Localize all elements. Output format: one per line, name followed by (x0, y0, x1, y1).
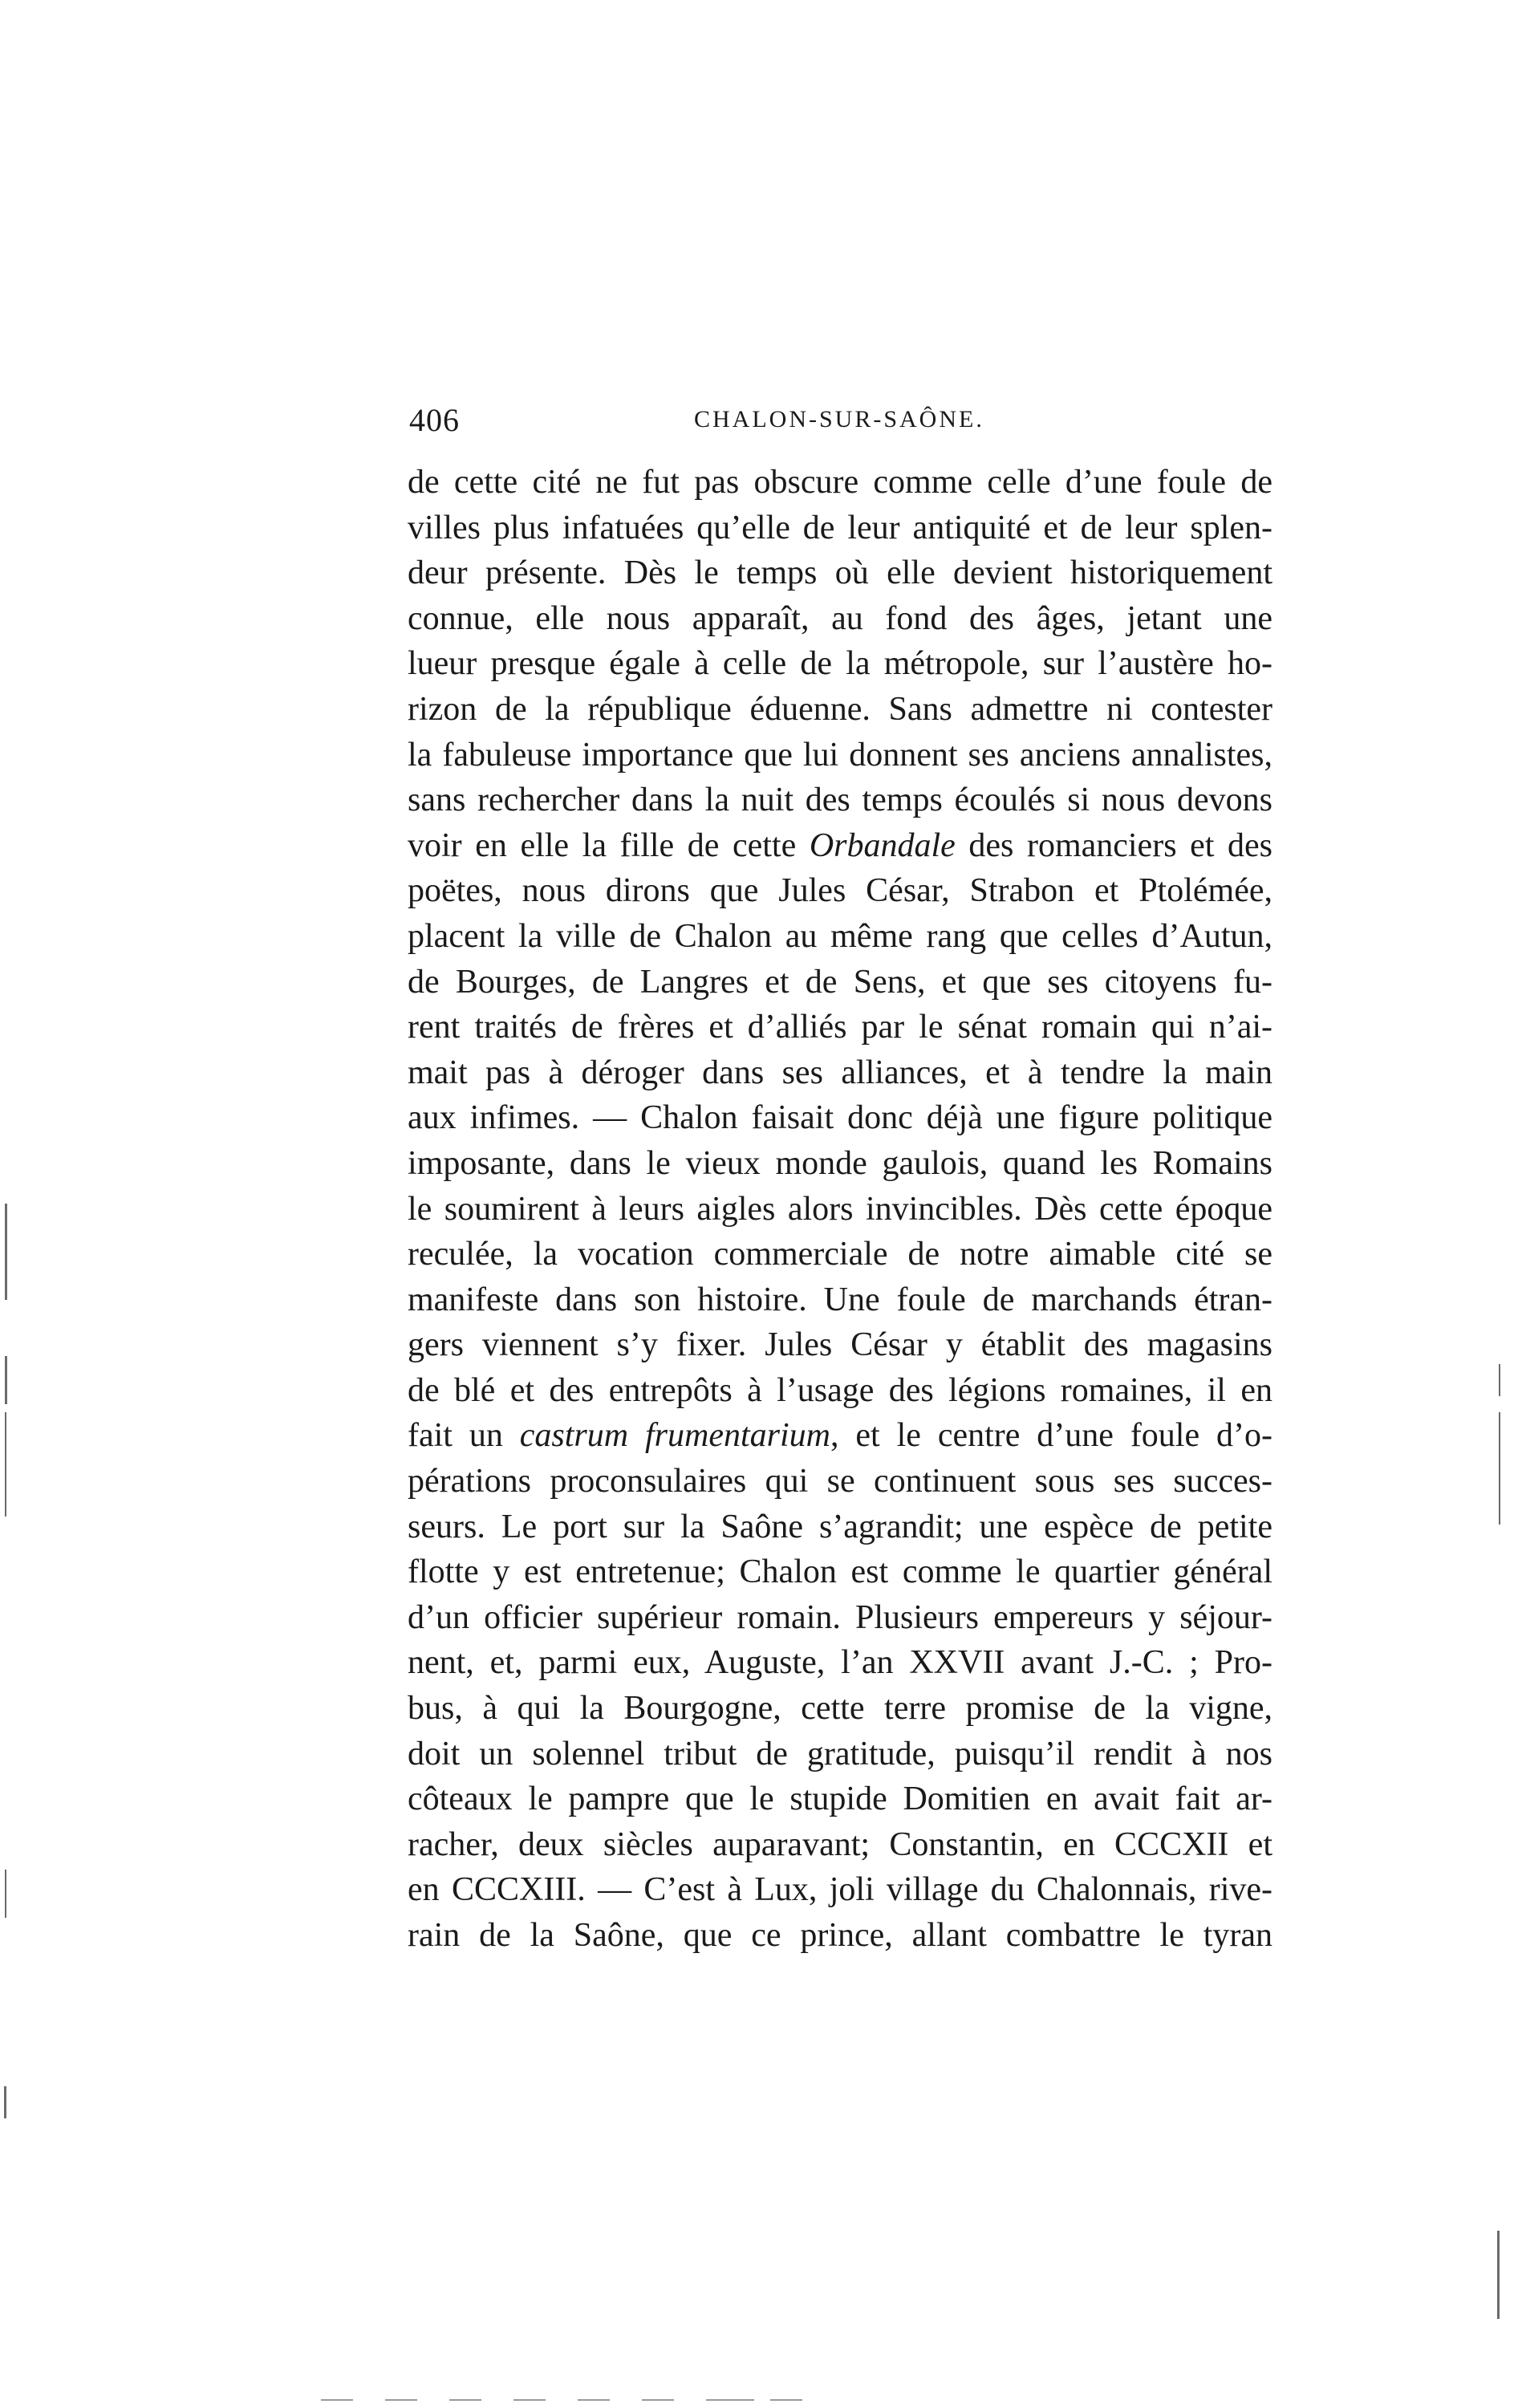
running-title: CHALON-SUR-SAÔNE. (694, 406, 984, 432)
italic-term: castrum frumentarium (519, 1417, 830, 1455)
text-line: flotte y est entretenue; Chalon est comme le quartier général (408, 1553, 1272, 1591)
scan-margin-mark (5, 1870, 6, 1918)
text-line: racher, deux siècles auparavant; Constantin, en CCCXII et (408, 1825, 1272, 1863)
text-line: mait pas à déroger dans ses alliances, et à tendre la main (408, 1054, 1272, 1091)
scan-edge-dash (642, 2399, 674, 2401)
scan-margin-mark (1497, 2231, 1500, 2319)
text-line: imposante, dans le vieux monde gaulois, quand les Romains (408, 1144, 1272, 1182)
scan-margin-mark (5, 1356, 7, 1404)
scan-edge-dash (770, 2399, 802, 2401)
scan-edge-dash (321, 2399, 353, 2401)
text-line: le soumirent à leurs aigles alors invincibles. Dès cette époque (408, 1190, 1272, 1228)
text-line: deur présente. Dès le temps où elle devient historiquement (408, 554, 1272, 592)
page-header (409, 401, 1276, 449)
text-line: rent traités de frères et d’alliés par le sénat romain qui n’ai- (408, 1009, 1272, 1046)
scan-margin-mark (4, 2086, 6, 2118)
text-line: fait un castrum frumentarium, et le centre d’une foule d’o- (408, 1417, 1272, 1455)
text-line: voir en elle la fille de cette Orbandale des romanciers et des (408, 826, 1272, 864)
body-text (408, 460, 1272, 1959)
text-line: d’un officier supérieur romain. Plusieurs empereurs y séjour- (408, 1598, 1272, 1636)
text-line: de blé et des entrepôts à l’usage des légions romaines, il en (408, 1371, 1272, 1409)
text-line: de Bourges, de Langres et de Sens, et que ses citoyens fu- (408, 963, 1272, 1001)
text-line: doit un solennel tribut de gratitude, puisqu’il rendit à nos (408, 1735, 1272, 1772)
text-line: seurs. Le port sur la Saône s’agrandit; une espèce de petite (408, 1508, 1272, 1545)
text-line: la fabuleuse importance que lui donnent ses anciens annalistes, (408, 736, 1272, 774)
text-line: lueur presque égale à celle de la métropole, sur l’austère ho- (408, 645, 1272, 683)
text-line: reculée, la vocation commerciale de notre aimable cité se (408, 1236, 1272, 1273)
scan-margin-mark (5, 1412, 6, 1517)
text-line: aux infimes. — Chalon faisait donc déjà une figure politique (408, 1099, 1272, 1137)
page-number: 406 (409, 402, 460, 438)
scan-edge-dash (706, 2399, 754, 2401)
scan-margin-mark (1499, 1364, 1500, 1396)
text-line: pérations proconsulaires qui se continuent sous ses succes- (408, 1463, 1272, 1500)
scan-margin-mark (1499, 1412, 1500, 1525)
text-line: manifeste dans son histoire. Une foule de marchands étran- (408, 1281, 1272, 1318)
text-line: côteaux le pampre que le stupide Domitien en avait fait ar- (408, 1781, 1272, 1818)
text-line: en CCCXIII. — C’est à Lux, joli village du Chalonnais, rive- (408, 1871, 1272, 1909)
text-line: placent la ville de Chalon au même rang que celles d’Autun, (408, 917, 1272, 955)
text-line: rain de la Saône, que ce prince, allant combattre le tyran (408, 1917, 1272, 1954)
text-line: villes plus infatuées qu’elle de leur antiquité et de leur splen- (408, 509, 1272, 546)
text-line: nent, et, parmi eux, Auguste, l’an XXVII avant J.-C. ; Pro- (408, 1644, 1272, 1682)
scan-edge-dash (513, 2399, 546, 2401)
scan-edge-dash (449, 2399, 481, 2401)
scan-edge-dash (385, 2399, 417, 2401)
text-line: gers viennent s’y fixer. Jules César y établit des magasins (408, 1326, 1272, 1364)
text-line: bus, à qui la Bourgogne, cette terre promise de la vigne, (408, 1690, 1272, 1728)
text-line: rizon de la république éduenne. Sans admettre ni contester (408, 690, 1272, 728)
scan-edge-dash (578, 2399, 610, 2401)
text-line: poëtes, nous dirons que Jules César, Strabon et Ptolémée, (408, 872, 1272, 910)
scan-margin-mark (5, 1204, 7, 1300)
text-line: connue, elle nous apparaît, au fond des âges, jetant une (408, 599, 1272, 637)
text-line: de cette cité ne fut pas obscure comme celle d’une foule de (408, 464, 1272, 501)
italic-term: Orbandale (809, 826, 956, 864)
text-line: sans rechercher dans la nuit des temps écoulés si nous devons (408, 782, 1272, 819)
